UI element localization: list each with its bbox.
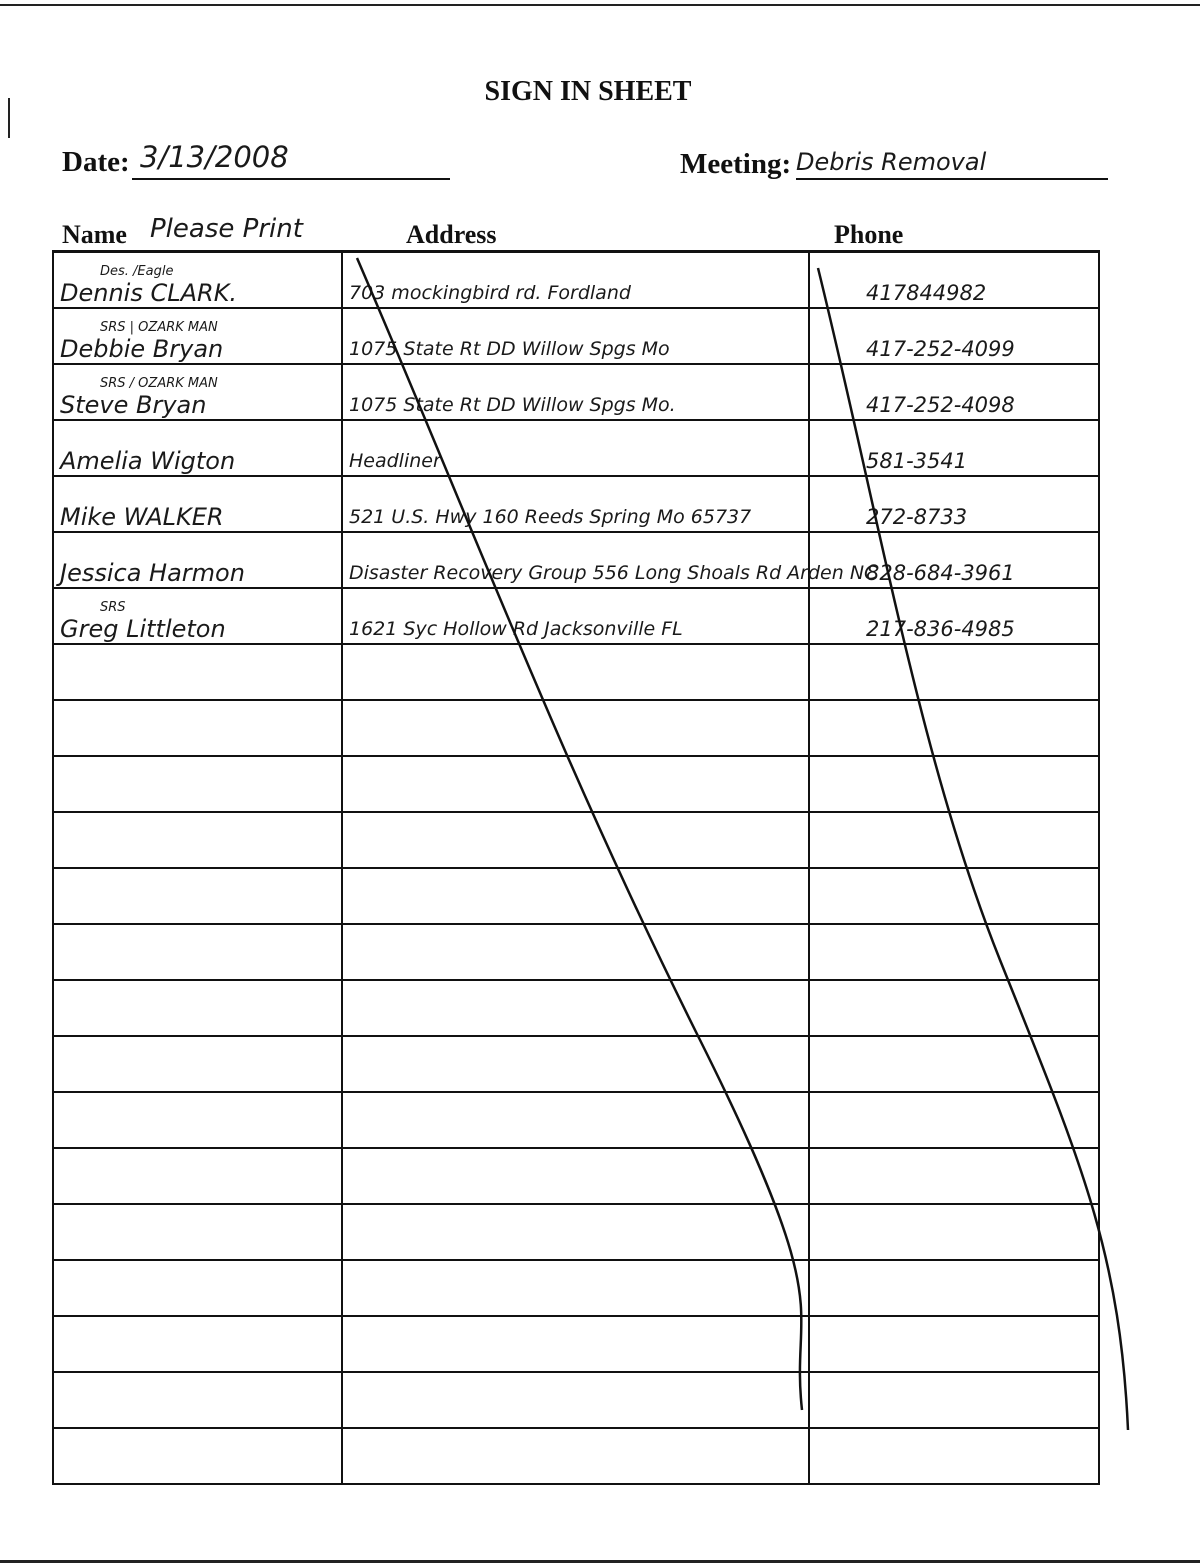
column-header-name: Name xyxy=(62,220,127,249)
meeting-value: Debris Removal xyxy=(796,148,987,176)
organization-note: Des. /Eagle xyxy=(100,264,174,279)
column-header-phone: Phone xyxy=(834,220,904,249)
organization-note: SRS / OZARK MAN xyxy=(100,376,218,391)
attendee-phone: 417844982 xyxy=(866,281,987,305)
date-label: Date: xyxy=(62,146,130,178)
attendee-name: Debbie Bryan xyxy=(60,335,224,363)
sheet-title: SIGN IN SHEET xyxy=(484,76,692,107)
organization-note: SRS | OZARK MAN xyxy=(100,320,218,335)
meeting-label: Meeting: xyxy=(680,148,792,180)
organization-note: SRS xyxy=(100,600,126,615)
attendee-address: 1621 Syc Hollow Rd Jacksonville FL xyxy=(349,618,683,640)
attendee-address: 1075 State Rt DD Willow Spgs Mo xyxy=(349,338,670,360)
name-note: Please Print xyxy=(150,214,303,244)
attendee-phone: 272-8733 xyxy=(866,505,968,529)
attendee-name: Amelia Wigton xyxy=(60,447,236,475)
attendee-address: Disaster Recovery Group 556 Long Shoals Rd Arden NC xyxy=(349,562,878,584)
attendee-address: 1075 State Rt DD Willow Spgs Mo. xyxy=(349,394,676,416)
attendee-phone: 417-252-4099 xyxy=(866,337,1015,361)
attendee-phone: 581-3541 xyxy=(866,449,968,473)
attendee-address: 521 U.S. Hwy 160 Reeds Spring Mo 65737 xyxy=(349,506,752,528)
attendee-name: Steve Bryan xyxy=(60,391,207,419)
strike-line-address xyxy=(357,258,802,1410)
attendee-address: 703 mockingbird rd. Fordland xyxy=(349,282,631,304)
attendee-name: Dennis CLARK. xyxy=(60,279,238,307)
column-header-address: Address xyxy=(406,220,497,249)
attendee-address: Headliner xyxy=(349,450,441,472)
strike-line-phone xyxy=(818,268,1128,1430)
attendee-phone: 217-836-4985 xyxy=(866,617,1015,641)
attendee-phone: 417-252-4098 xyxy=(866,393,1015,417)
attendee-name: Jessica Harmon xyxy=(60,559,245,587)
date-value: 3/13/2008 xyxy=(140,140,289,174)
attendee-name: Greg Littleton xyxy=(60,615,226,643)
attendee-phone: 828-684-3961 xyxy=(866,561,1015,585)
attendee-name: Mike WALKER xyxy=(60,503,224,531)
